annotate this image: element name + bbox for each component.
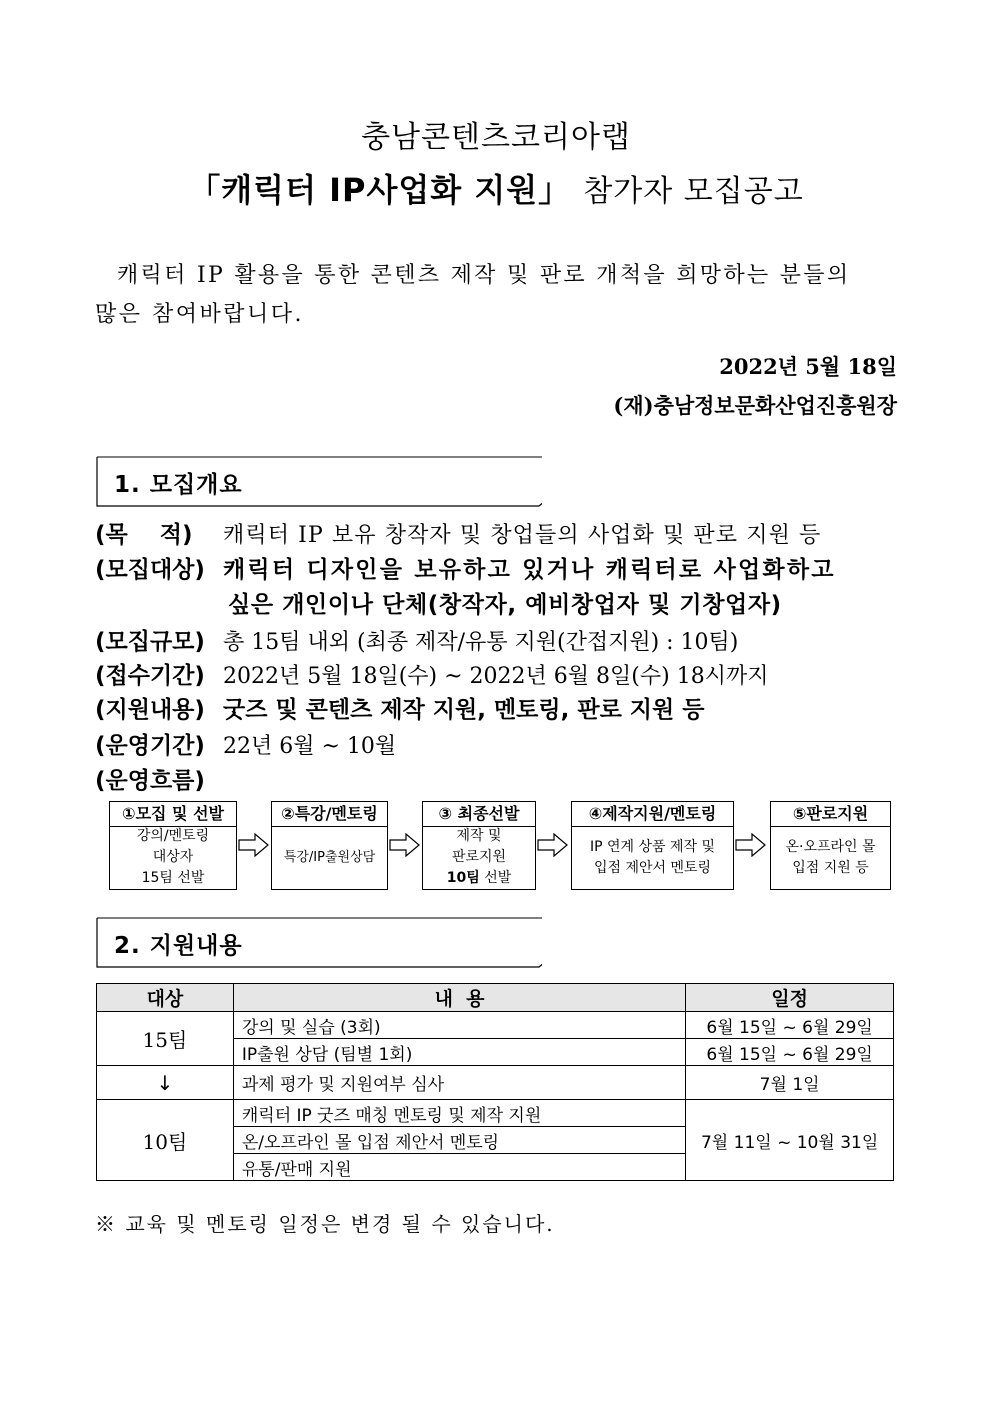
row-support <box>95 691 897 724</box>
title-line-2 <box>0 165 992 211</box>
table-cell-schedule: 7월 1일 <box>686 1066 894 1100</box>
table-cell-schedule: 6월 15일 ~ 6월 29일 <box>686 1039 894 1066</box>
flow-step-1-title: ①모집 및 선발 <box>110 802 236 827</box>
table-cell-content: 온/오프라인 몰 입점 제안서 멘토링 <box>233 1127 685 1154</box>
flow-step-2 <box>271 801 388 890</box>
header-content: 내 용 <box>233 984 685 1012</box>
flow-step-3-line-3 <box>423 868 535 889</box>
flow-step-3-line-1: 제작 및 <box>456 828 502 844</box>
flow-key: (운영흐름) <box>95 768 205 794</box>
period-value: 2022년 5월 18일(수) ~ 2022년 6월 8일(수) 18시까지 <box>223 664 769 689</box>
section-1-label: 1. 모집개요 <box>114 472 243 498</box>
row-target <box>95 551 897 584</box>
flow-step-3-title: ③ 최종선발 <box>423 802 535 827</box>
table-cell-content: 유통/판매 지원 <box>233 1154 685 1181</box>
row-period <box>95 657 897 690</box>
title-main: 「캐릭터 IP사업화 지원」 <box>188 171 572 209</box>
flow-step-2-title: ②특강/멘토링 <box>272 802 387 827</box>
flow-arrow-icon <box>389 833 421 857</box>
row-target-cont <box>228 586 992 619</box>
flow-step-1-line-2: 대상자 <box>152 849 194 865</box>
section-2-heading <box>96 917 540 967</box>
table-cell-schedule: 6월 15일 ~ 6월 29일 <box>686 1012 894 1039</box>
operation-key: (운영기간) <box>95 733 205 759</box>
purpose-key: (목 적) <box>95 522 193 548</box>
title-line-1: 충남콘텐츠코리아랩 <box>361 120 631 155</box>
footnote: ※ 교육 및 멘토링 일정은 변경 될 수 있습니다. <box>95 1212 555 1236</box>
flow-step-4-line-2: 입점 제안서 멘토링 <box>593 859 712 876</box>
intro-line-2: 많은 참여바랍니다. <box>95 302 305 327</box>
flow-step-5 <box>770 801 891 890</box>
title-sub: 참가자 모집공고 <box>583 174 804 209</box>
flow-arrow-icon <box>238 833 270 857</box>
row-flow <box>95 762 897 795</box>
table-cell-content: 과제 평가 및 지원여부 심사 <box>233 1066 685 1100</box>
target-key: (모집대상) <box>95 557 205 583</box>
flow-step-1-line-3: 15팀 선발 <box>141 870 205 886</box>
row-scale <box>95 623 897 656</box>
flow-step-4-title: ④제작지원/멘토링 <box>572 802 733 827</box>
period-key: (접수기간) <box>95 663 205 689</box>
down-arrow-icon: ↓ <box>97 1066 234 1100</box>
table-row <box>97 1066 894 1100</box>
purpose-value: 캐릭터 IP 보유 창작자 및 창업들의 사업화 및 판로 지원 등 <box>223 523 822 548</box>
flow-step-4 <box>571 801 734 890</box>
flow-arrow-icon <box>735 833 767 857</box>
flow-step-5-line-1: 온·오프라인 몰 <box>785 838 876 855</box>
table-cell-content: IP출원 상담 (팀별 1회) <box>233 1039 685 1066</box>
flow-step-3-count: 10팀 <box>446 870 480 886</box>
flow-arrow-icon <box>537 833 569 857</box>
flow-step-1 <box>109 801 237 890</box>
flow-step-1-line-1: 강의/멘토링 <box>136 828 210 844</box>
table-cell-content: 캐릭터 IP 굿즈 매칭 멘토링 및 제작 지원 <box>233 1100 685 1127</box>
group-1-target: 15팀 <box>97 1012 234 1066</box>
target-value-1: 캐릭터 디자인을 보유하고 있거나 캐릭터로 사업화하고 <box>223 557 836 583</box>
flow-step-4-line-1: IP 연계 상품 제작 및 <box>589 838 716 855</box>
intro-paragraph <box>95 256 895 334</box>
scale-key: (모집규모) <box>95 629 205 655</box>
flow-step-5-title: ⑤판로지원 <box>771 802 890 827</box>
flow-step-3 <box>422 801 536 890</box>
group-2-schedule: 7월 11일 ~ 10월 31일 <box>686 1100 894 1181</box>
table-cell-content: 강의 및 실습 (3회) <box>233 1012 685 1039</box>
section-2-label: 2. 지원내용 <box>114 933 243 959</box>
support-key: (지원내용) <box>95 697 205 723</box>
group-2-target: 10팀 <box>97 1100 234 1181</box>
flow-step-3-line-2: 판로지원 <box>451 849 507 865</box>
announcement-date: 2022년 5월 18일 <box>719 354 897 379</box>
table-row <box>97 1100 894 1127</box>
row-purpose <box>95 516 897 549</box>
support-value: 굿즈 및 콘텐츠 제작 지원, 멘토링, 판로 지원 등 <box>223 697 705 723</box>
operation-value: 22년 6월 ~ 10월 <box>223 734 397 759</box>
flow-step-2-line-1: 특강/IP출원상담 <box>283 850 376 865</box>
scale-value: 총 15팀 내외 (최종 제작/유통 지원(간접지원) : 10팀) <box>223 630 739 655</box>
intro-line-1: 캐릭터 IP 활용을 통한 콘텐츠 제작 및 판로 개척을 희망하는 분들의 <box>117 263 851 288</box>
issuer: (재)충남정보문화산업진흥원장 <box>613 393 897 418</box>
support-table <box>96 983 894 1181</box>
flow-step-3-suffix: 선발 <box>479 870 512 886</box>
flow-step-5-line-2: 입점 지원 등 <box>792 859 869 876</box>
table-header-row <box>97 984 894 1012</box>
section-1-heading <box>96 456 540 506</box>
row-operation <box>95 727 897 760</box>
target-value-2: 싶은 개인이나 단체(창작자, 예비창업자 및 기창업자) <box>228 592 782 618</box>
header-schedule: 일정 <box>686 984 894 1012</box>
header-target: 대상 <box>97 984 234 1012</box>
table-row <box>97 1012 894 1039</box>
